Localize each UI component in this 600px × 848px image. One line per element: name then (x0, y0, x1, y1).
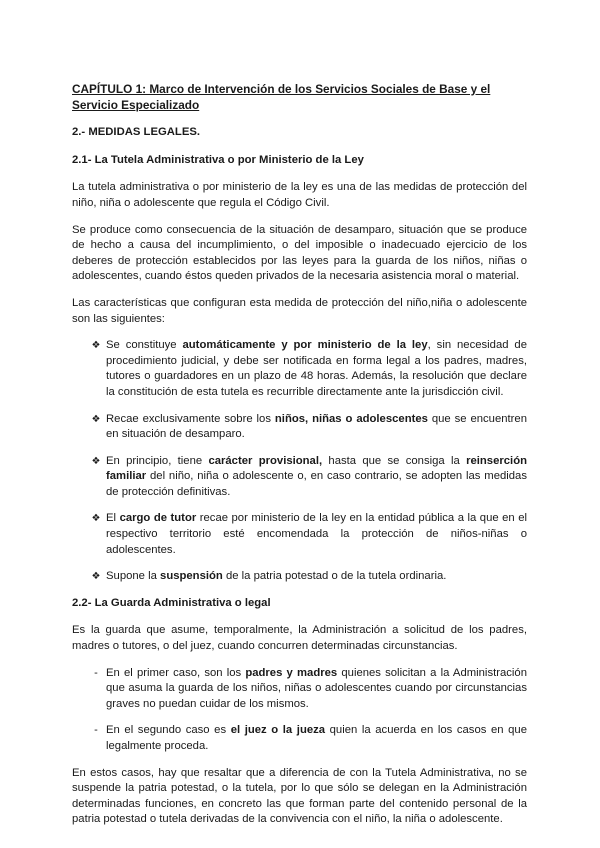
diamond-bullet-icon: ❖ (91, 413, 101, 425)
section-heading: 2.- MEDIDAS LEGALES. (72, 126, 201, 139)
subsection-heading-tutela: 2.1- La Tutela Administrativa o por Ministerio de la Ley (72, 153, 364, 166)
paragraph-3: Las características que configuran esta medida de protección del niño,niña o adolescente son las siguientes: (72, 296, 527, 325)
paragraph-4: Es la guarda que asume, temporalmente, la Administración a solicitud de los padres, madres o tutores, o del juez, cuando concurren determinadas circunstancias. (72, 624, 527, 653)
dash-bullet: - (94, 666, 98, 679)
characteristics-list (72, 338, 527, 585)
chapter-title: CAPÍTULO 1: Marco de Intervención de los Servicios Sociales de Base y el Servicio Especializado (72, 82, 491, 112)
list-item: ❖ Recae exclusivamente sobre los niños, niñas o adolescentes que se encuentren en situación de desamparo. (91, 412, 527, 441)
cases-list (72, 666, 527, 755)
diamond-bullet-icon: ❖ (91, 455, 101, 467)
subsection-heading-guarda: 2.2- La Guarda Administrativa o legal (72, 596, 271, 609)
diamond-bullet-icon: ❖ (91, 513, 101, 525)
paragraph-1: La tutela administrativa o por ministerio de la ley es una de las medidas de protección del niño, niña o adolescente que regula el Código Civil. (72, 181, 527, 209)
list-item: ❖ El cargo de tutor recae por ministerio de la ley en la entidad pública a la que en el respectivo territorio esté encomendada la protección de niños-niñas o adolescentes. (91, 512, 528, 556)
list-item: - En el primer caso, son los padres y madres quienes solicitan a la Administración que asuma la guarda de los niños, niñas o adolescentes cuando por circunstancias graves no puedan cuidar de los mismos. (72, 666, 527, 713)
list-item: ❖ En principio, tiene carácter provisional, hasta que se consiga la reinserción familiar del niño, niña o adolescente o, en caso contrario, se adopten las medidas de protección definitivas. (91, 454, 527, 498)
document-body (72, 82, 527, 839)
list-item: ❖ Se constituye automáticamente y por ministerio de la ley, sin necesidad de procedimiento judicial, y debe ser notificada en forma legal a los padres, madres, tutores o guardadores en un plazo de 48 horas. Además, la resolución que declare la constitución de esta tutela es recurrible directamente ante la jurisdicción civil. (91, 339, 527, 398)
diamond-bullet-icon: ❖ (91, 571, 101, 583)
list-item: ❖ Supone la suspensión de la patria potestad o de la tutela ordinaria. (72, 569, 527, 585)
dash-bullet: - (94, 724, 98, 737)
paragraph-5: En estos casos, hay que resaltar que a diferencia de con la Tutela Administrativa, no se suspende la patria potestad, o la tutela, por lo que sólo se delegan en la Administración determinadas funciones, en concreto las que forman parte del contenido personal de la patria potestad o tutela derivadas de la convivencia con el niño, la niña o adolescente. (72, 766, 527, 826)
diamond-bullet-icon: ❖ (91, 340, 101, 352)
list-item: - En el segundo caso es el juez o la jueza quien la acuerda en los casos en que legalmente proceda. (72, 723, 527, 754)
paragraph-2: Se produce como consecuencia de la situación de desamparo, situación que se produce de hecho a causa del incumplimiento, o del imposible o inadecuado ejercicio de los deberes de protección establecidos por las leyes para la guarda de los niños, niñas o adolescentes, cuando éstos queden privados de la necesaria asistencia moral o material. (72, 223, 527, 283)
